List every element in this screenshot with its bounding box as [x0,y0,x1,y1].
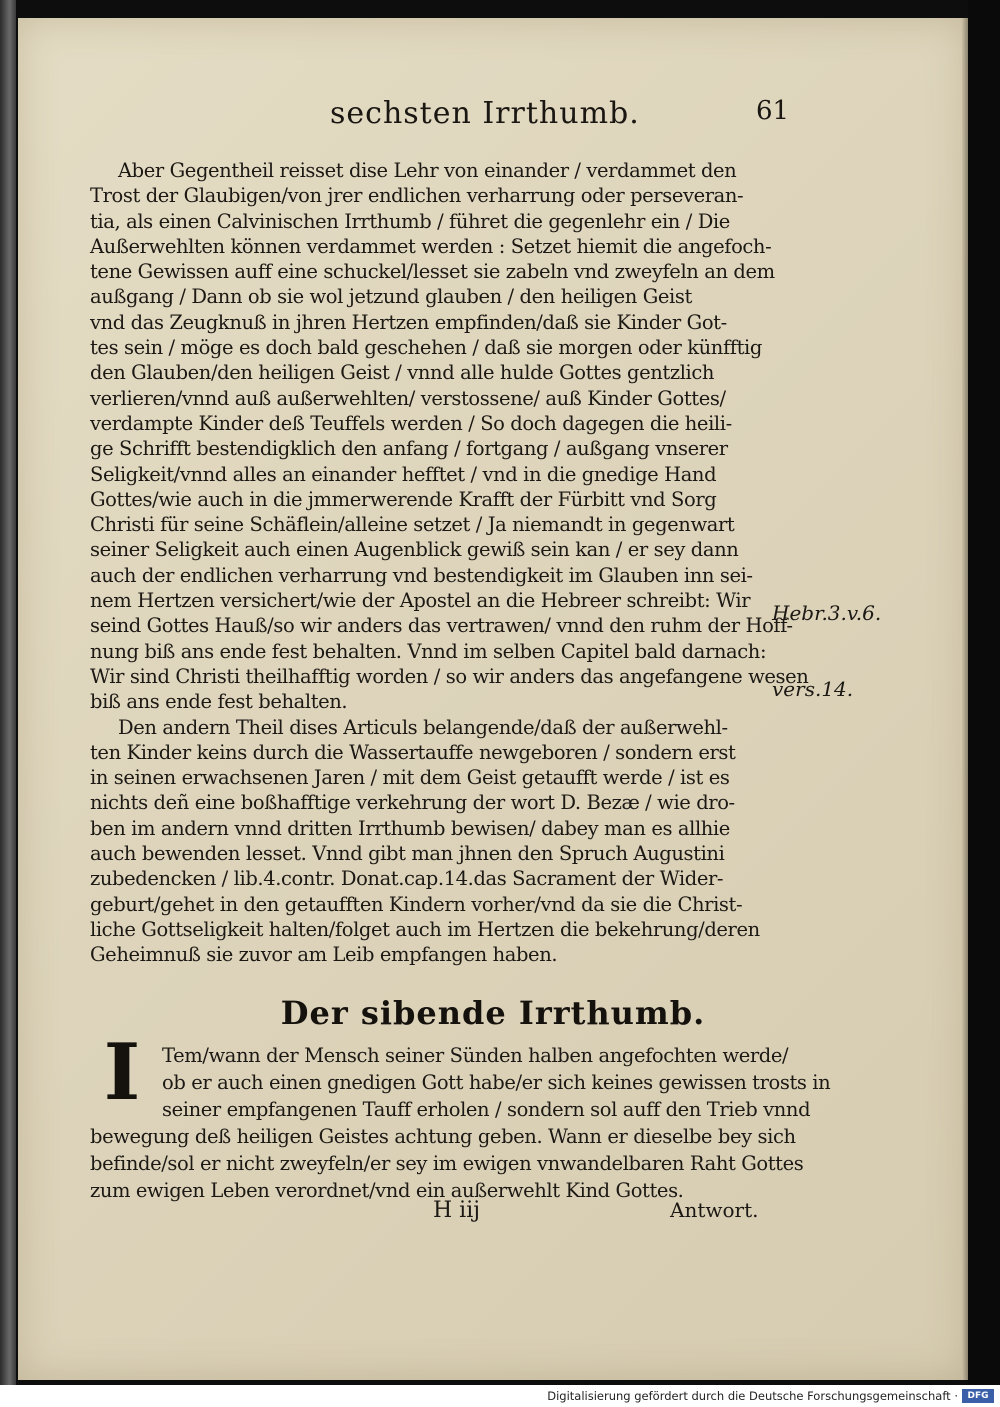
main-text-block [90,158,809,968]
text-line: nung biß ans ende fest behalten. Vnnd im selben Capitel bald darnach: [90,639,767,663]
text-line: Den andern Theil dises Articuls belangende/daß der außerwehl- [118,715,728,739]
text-line: Trost der Glaubigen/von jrer endlichen verharrung oder perseveran- [90,184,744,208]
text-line: Außerwehlten können verdammet werden : Setzet hiemit die angefoch- [90,234,772,258]
text-line: auch der endlichen verharrung vnd bestendigkeit im Glauben inn sei- [90,563,753,587]
margin-note-hebrews: Hebr.3.v.6. [772,601,882,625]
text-line: ten Kinder keins durch die Wassertauffe newgeboren / sondern erst [90,740,736,764]
text-line: Geheimnuß sie zuvor am Leib empfangen haben. [90,943,558,967]
text-line: Gottes/wie auch in die jmmerwerende Krafft der Fürbitt vnd Sorg [90,487,717,511]
text-line: tes sein / möge es doch bald geschehen / daß sie morgen oder künfftig [90,336,762,360]
text-line: zubedencken / lib.4.contr. Donat.cap.14.das Sacrament der Wider- [90,867,724,891]
book-page [18,18,968,1380]
text-line: ob er auch einen gnedigen Gott habe/er sich keines gewissen trosts in [162,1071,831,1094]
text-line: verlieren/vnnd auß außerwehlten/ verstossene/ auß Kinder Gottes/ [90,386,726,410]
text-line: vnd das Zeugknuß in jhren Hertzen empfinden/daß sie Kinder Got- [90,310,727,334]
credit-bar [0,1385,1000,1407]
text-line: liche Gottseligkeit halten/folget auch im Hertzen die bekehrung/deren [90,917,760,941]
text-line: tia, als einen Calvinischen Irrthumb / führet die gegenlehr ein / Die [90,209,730,233]
running-head [18,96,968,136]
running-title: sechsten Irrthumb. [330,96,640,131]
signature-mark: H iij [433,1198,481,1223]
text-line: seind Gottes Hauß/so wir anders das vertrawen/ vnnd den ruhm der Hoff- [90,614,793,638]
text-line: Aber Gegentheil reisset dise Lehr von einander / verdammet den [118,159,737,182]
text-line: tene Gewissen auff eine schuckel/lesset sie zabeln vnd zweyfeln an dem [90,260,775,284]
text-line: bewegung deß heiligen Geistes achtung geben. Wann er dieselbe bey sich [90,1125,796,1148]
text-line: Seligkeit/vnnd alles an einander hefftet / vnd in die gnedige Hand [90,462,717,486]
text-line: ge Schrifft bestendigklich den anfang / fortgang / außgang vnserer [90,437,728,461]
page-edge [962,18,968,1380]
text-line: nem Hertzen versichert/wie der Apostel an die Hebreer schreibt: Wir [90,589,751,613]
text-line: befinde/sol er nicht zweyfeln/er sey im ewigen vnwandelbaren Raht Gottes [90,1152,804,1175]
text-line: Tem/wann der Mensch seiner Sünden halben angefochten werde/ [162,1044,789,1067]
scan-border [968,0,1000,1385]
text-line: seiner empfangenen Tauff erholen / sondern sol auff den Trieb vnnd [162,1098,811,1121]
section-heading: Der sibende Irrthumb. [280,994,706,1032]
text-line: in seinen erwachsenen Jaren / mit dem Geist getaufft werde / ist es [90,766,730,790]
catchword: Antwort. [670,1198,759,1222]
text-line: verdampte Kinder deß Teuffels werden / So doch dagegen die heili- [90,411,732,435]
text-line: nichts deñ eine boßhafftige verkehrung der wort D. Bezæ / wie dro- [90,791,735,815]
text-line: geburt/gehet in den getaufften Kindern vorher/vnd da sie die Christ- [90,892,743,916]
page-footer [18,1198,968,1228]
binding-strip [0,0,16,1385]
text-line: ben im andern vnnd dritten Irrthumb bewisen/ dabey man es allhie [90,816,730,840]
text-line: den Glauben/den heiligen Geist / vnnd alle hulde Gottes gentzlich [90,361,715,385]
dfg-logo[interactable]: DFG [962,1389,994,1403]
margin-note-verse: vers.14. [772,677,854,701]
credit-text: Digitalisierung gefördert durch die Deutsche Forschungsgemeinschaft · [547,1389,958,1403]
text-line: seiner Seligkeit auch einen Augenblick gewiß sein kan / er sey dann [90,538,739,562]
text-line: biß ans ende fest behalten. [90,690,348,714]
text-line: Christi für seine Schäflein/alleine setzet / Ja niemandt in gegenwart [90,513,735,537]
text-line: Wir sind Christi theilhafftig worden / so wir anders das angefangene wesen [90,664,809,688]
text-line: außgang / Dann ob sie wol jetzund glauben / den heiligen Geist [90,285,692,309]
page-number: 61 [756,96,790,126]
text-line: auch bewenden lesset. Vnnd gibt man jhnen den Spruch Augustini [90,842,725,866]
text-line: zum ewigen Leben verordnet/vnd ein außerwehlt Kind Gottes. [90,1179,684,1202]
drop-initial: I [103,1027,141,1118]
section-paragraph [90,1042,831,1204]
